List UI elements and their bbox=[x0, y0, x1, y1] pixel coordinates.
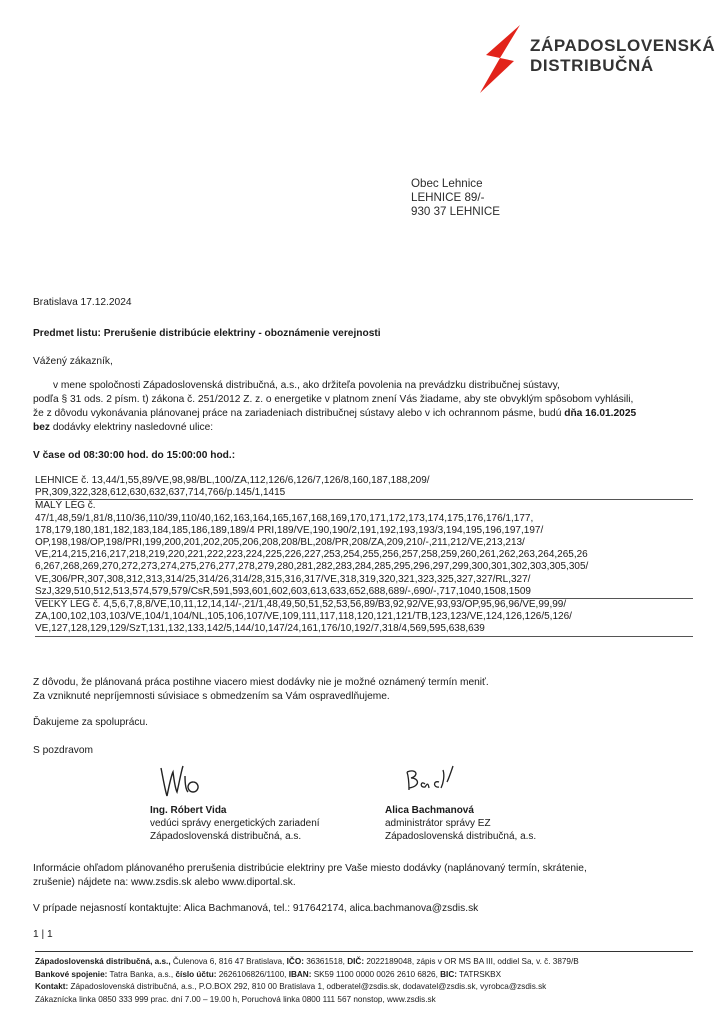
footer-line-2: Bankové spojenie: Tatra Banka, a.s., číslo účtu: 2626106826/1100, IBAN: SK59 1100 0000 0026 2610 6826, BIC: TATRSKBX bbox=[35, 969, 502, 979]
letter-footer bbox=[35, 951, 693, 1006]
contact-line: V prípade nejasností kontaktujte: Alica Bachmanová, tel.: 917642174, alica.bachmanova@zsdis.sk bbox=[33, 903, 479, 914]
regards-line: S pozdravom bbox=[33, 745, 94, 756]
footer-line-3: Kontakt: Západoslovenská distribučná, a.s., P.O.BOX 292, 810 00 Bratislava 1, odberatel@zsdis.sk, dodavatel@zsdis.sk, vyrobca@zsdis.sk bbox=[35, 982, 547, 991]
page-number: 1 | 1 bbox=[33, 929, 53, 940]
street-section-maly-leg: MALÝ LÉG č. 47/1,48,59/1,81/8,110/36,110/39,110/40,162,163,164,165,167,168,169,170,171,172,173,174,175,176,176/1,177, 178,179,180,181,182,183,184,185,186,189,189/4 PRI,189/VE,190,190/2,191,192,193,193/3,194,195,196,197,197/ OP,198,198/OP,198/PRI,199,200,201,202,205,206,208,208/BL,208/PR,208/ZA,209,210/-,211,212/VE,213,213/ VE,214,215,216,217,218,219,220,221,222,223,224,225,226,227,253,254,255,256,257,258,259,260,261,262,263,264,265,26 6,267,268,269,270,272,273,274,275,276,277,278,279,280,281,282,283,284,285,295,296,297,299,300,301,302,303,305,305/ VE,306/PR,307,308,312,313,314/25,314/26,314/28,315,316,317/VE,318,319,320,321,323,325,327,327/RL,327/ SzJ,329,510,512,513,574,579,579/CsR,591,593,601,602,603,613,633,652,688,689/-,690/-,717,1040,1508,1509 bbox=[35, 499, 693, 598]
letter-date: Bratislava 17.12.2024 bbox=[33, 297, 132, 308]
recipient-address: Obec Lehnice LEHNICE 89/- 930 37 LEHNICE bbox=[411, 177, 500, 218]
street-section-lehnice: LEHNICE č. 13,44/1,55,89/VE,98,98/BL,100/ZA,112,126/6,126/7,126/8,160,187,188,209/ PR,309,322,328,612,630,632,637,714,766/p.145/1,1415 bbox=[35, 475, 430, 499]
signature-bachmanova bbox=[403, 760, 473, 796]
signatory-2: Alica Bachmanová administrátor správy EZ Západoslovenská distribučná, a.s. bbox=[385, 805, 537, 842]
body-line-3: že z dôvodu vykonávania plánovanej práce na zariadeniach distribučnej sústavy alebo v ich ochrannom pásme, budú dňa 16.01.2025 bbox=[33, 408, 637, 419]
brand-name: ZÁPADOSLOVENSKÁ DISTRIBUČNÁ bbox=[530, 36, 716, 75]
body-line-4: bez dodávky elektriny nasledovné ulice: bbox=[33, 422, 214, 433]
info-paragraph: Informácie ohľadom plánovaného prerušenia distribúcie elektriny pre Vaše miesto dodávky (naplánovaný termín, skrátenie, zrušenie) nájdete na: www.zsdis.sk alebo www.diportal.sk. bbox=[33, 863, 587, 888]
body-line-2: podľa § 31 ods. 2 písm. t) zákona č. 251/2012 Z. z. o energetike v platnom znení Vás žiadame, aby ste obvyklým spôsobom vyhlásili, bbox=[33, 394, 634, 405]
outage-time: V čase od 08:30:00 hod. do 15:00:00 hod.: bbox=[33, 450, 236, 461]
footer-line-4: Zákaznícka linka 0850 333 999 prac. dní 7.00 – 19.00 h, Poruchová linka 0800 111 567 nonstop, www.zsdis.sk bbox=[35, 994, 436, 1004]
street-section-velky-leg: VEĽKÝ LÉG č. 4,5,6,7,8,8/VE,10,11,12,14,14/-,21/1,48,49,50,51,52,53,56,89/B3,92,92/VE,93,93/OP,95,96,96/VE,99,99/ ZA,100,102,103,103/VE,104/1,104/NL,105,106,107/VE,109,111,117,118,120,121,121/TB,123,123/VE,124,126,126/5,126/ VE,127,128,129,129/SzT,131,132,133,142/5,144/10,147/24,161,176/10,192/7,318/4,569,595,638,639 bbox=[35, 598, 693, 637]
signatory-1: Ing. Róbert Vida vedúci správy energetických zariadení Západoslovenská distribučná, a.s. bbox=[150, 805, 320, 842]
salutation: Vážený zákazník, bbox=[33, 356, 113, 367]
footer-line-1: Západoslovenská distribučná, a.s., Čulenova 6, 816 47 Bratislava, IČO: 36361518, DIČ: 2022189048, zápis v OR MS BA III, oddiel Sa, v. č. 3879/B bbox=[35, 957, 579, 966]
thanks-line: Ďakujeme za spoluprácu. bbox=[33, 717, 148, 728]
apology-paragraph: Z dôvodu, že plánovaná práca postihne viacero miest dodávky nie je možné oznámený termín meniť. Za vzniknuté nepríjemnosti súvisiace s obmedzením sa Vám ospravedlňujeme. bbox=[33, 677, 489, 702]
letter-subject: Predmet listu: Prerušenie distribúcie elektriny - oboznámenie verejnosti bbox=[33, 328, 381, 339]
streets-list bbox=[35, 475, 693, 637]
body-paragraph bbox=[33, 379, 703, 435]
lightning-bolt-icon bbox=[480, 25, 524, 93]
signature-vida bbox=[155, 762, 215, 802]
body-line-1: v mene spoločnosti Západoslovenská distribučná, a.s., ako držiteľa povolenia na prevádzku distribučnej sústavy, bbox=[53, 380, 560, 391]
